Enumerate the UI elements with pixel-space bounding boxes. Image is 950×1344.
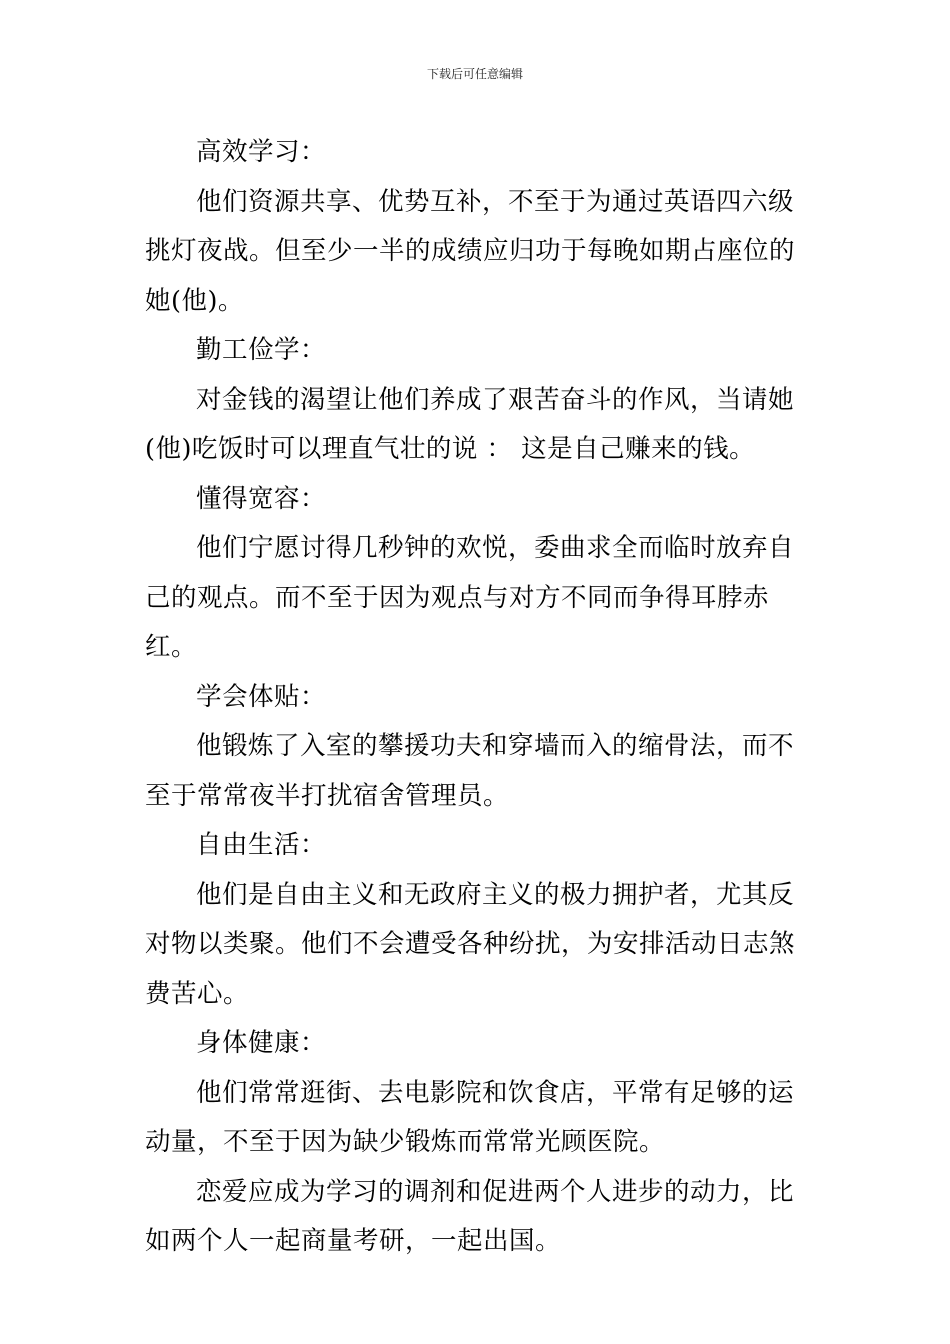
heading-tolerance: 懂得宽容：	[196, 483, 327, 514]
paragraph-consideration: 他锻炼了入室的攀援功夫和穿墙而入的缩骨法，而不至于常常夜半打扰宿舍管理员。	[145, 731, 795, 811]
heading-consideration: 学会体贴：	[196, 681, 327, 712]
paragraph-work-study: 对金钱的渴望让他们养成了艰苦奋斗的作风，当请她(他)吃饭时可以理直气壮的说 ： 这是自己赚来的钱。	[145, 384, 795, 464]
paragraph-free-life: 他们是自由主义和无政府主义的极力拥护者，尤其反对物以类聚。他们不会遭受各种纷扰，为安排活动日志煞费苦心。	[145, 879, 796, 1009]
heading-health: 身体健康：	[196, 1028, 327, 1058]
document-body	[145, 128, 811, 1267]
paragraph-tolerance: 他们宁愿讨得几秒钟的欢悦，委曲求全而临时放弃自己的观点。而不至于因为观点与对方不同而争得耳脖赤红。	[145, 533, 795, 662]
paragraph-conclusion: 恋爱应成为学习的调剂和促进两个人进步的动力，比如两个人一起商量考研，一起出国。	[145, 1176, 795, 1256]
paragraph-health: 他们常常逛街、去电影院和饮食店，平常有足够的运动量，不至于因为缺少锻炼而常常光顾医院。	[145, 1077, 795, 1157]
paragraph-efficient-study: 他们资源共享、优势互补，不至于为通过英语四六级挑灯夜战。但至少一半的成绩应归功于每晚如期占座位的她(他)。	[145, 186, 796, 316]
heading-free-life: 自由生活：	[196, 830, 327, 860]
heading-efficient-study: 高效学习：	[196, 137, 327, 167]
heading-work-study: 勤工俭学：	[196, 335, 327, 365]
header-note: 下载后可任意编辑	[426, 67, 523, 81]
